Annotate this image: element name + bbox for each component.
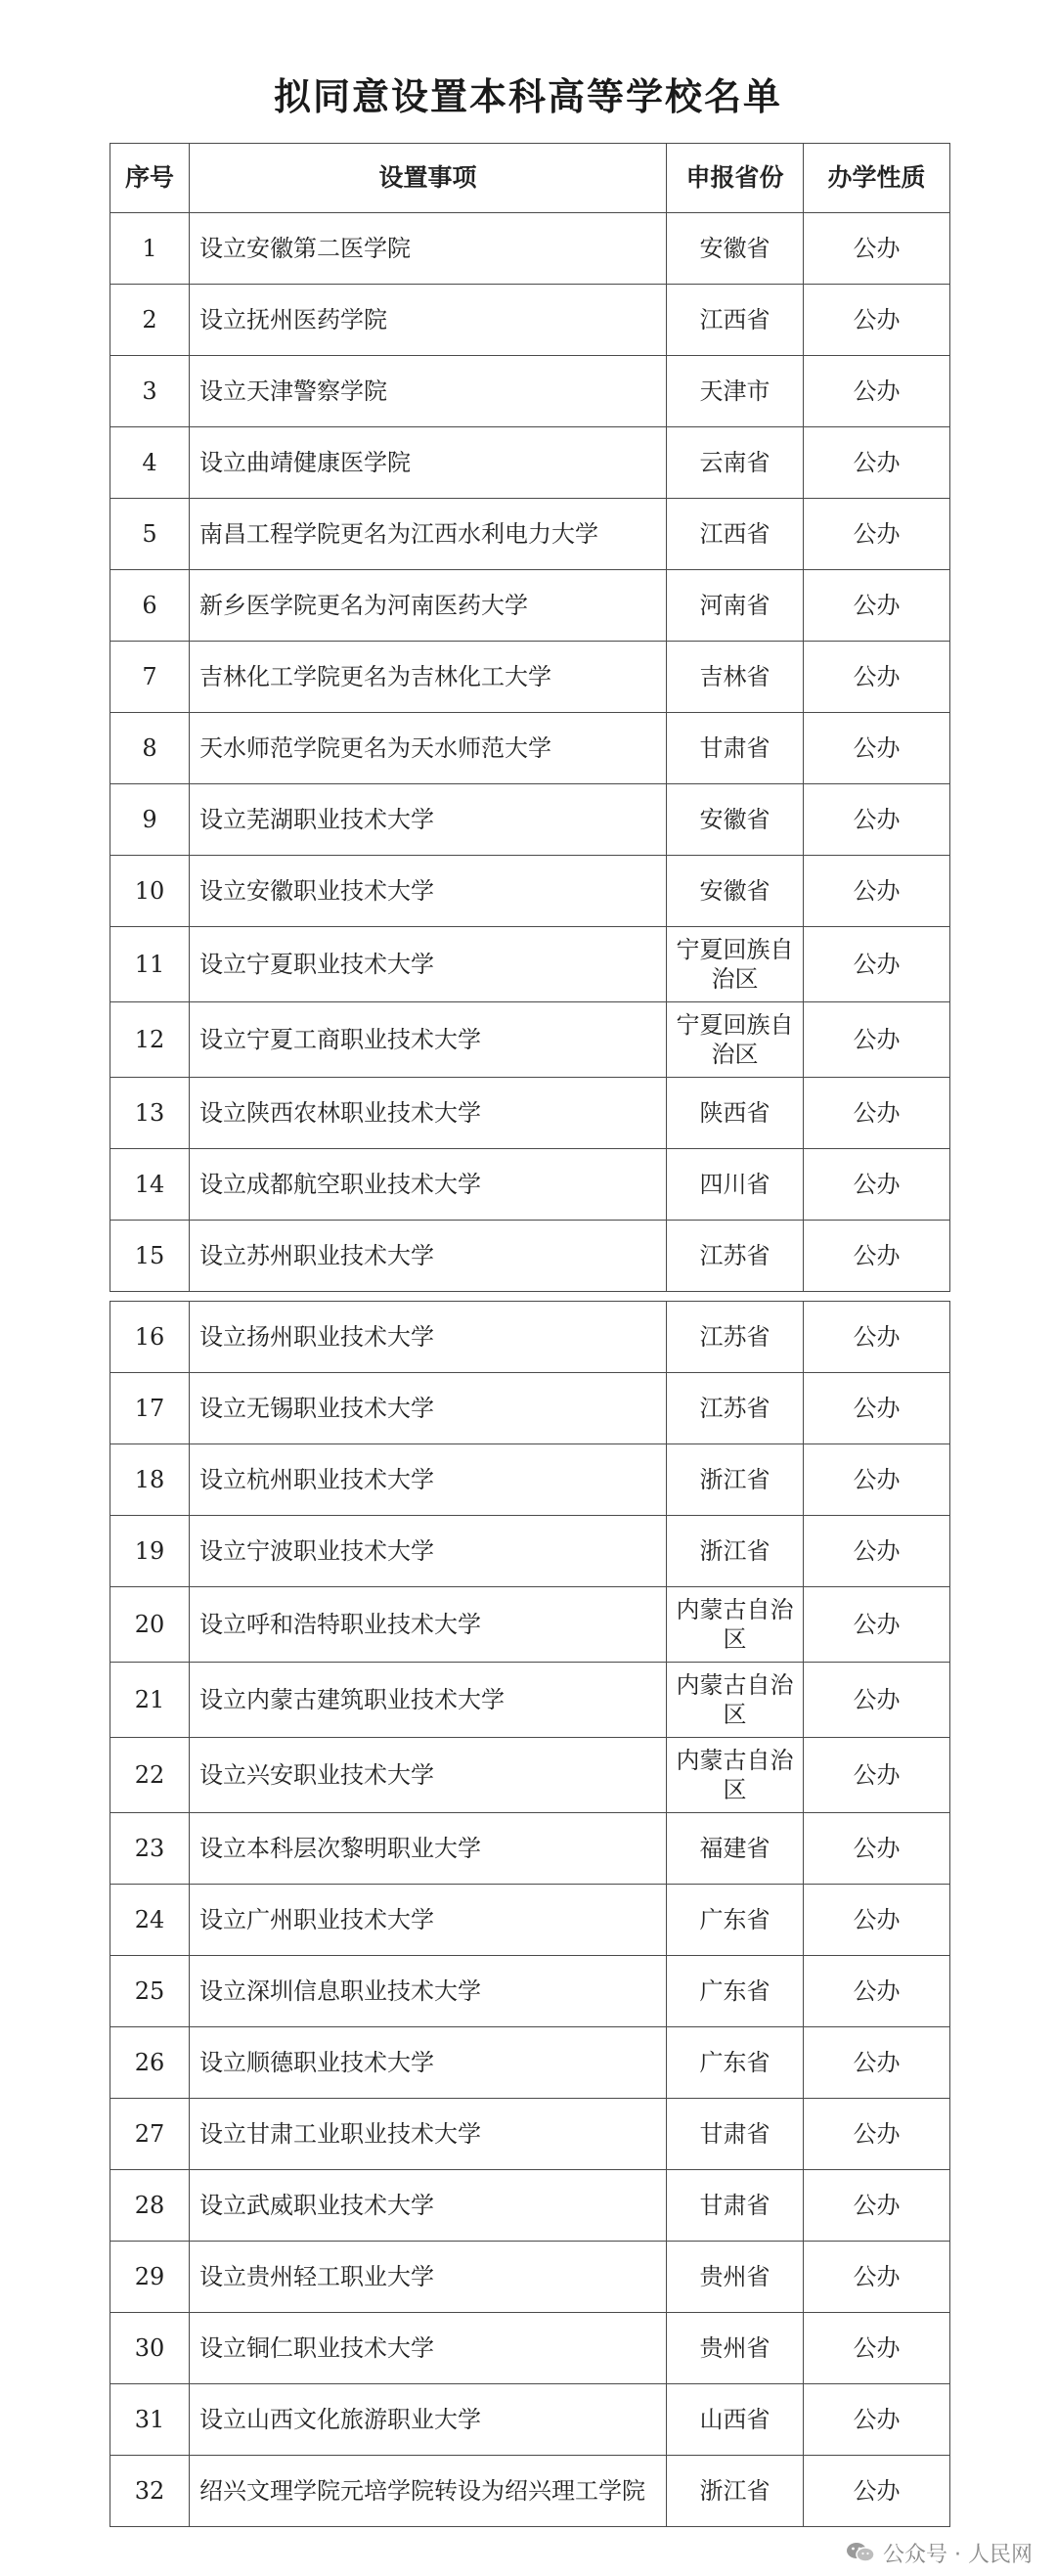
table-row <box>110 1587 950 1663</box>
cell-province: 江苏省 <box>667 1302 804 1373</box>
cell-province: 陕西省 <box>667 1078 804 1149</box>
cell-province: 宁夏回族自治区 <box>667 1002 804 1078</box>
cell-type: 公办 <box>804 1302 950 1373</box>
cell-item: 设立陕西农林职业技术大学 <box>190 1078 667 1149</box>
cell-province: 广东省 <box>667 1956 804 2027</box>
cell-type: 公办 <box>804 570 950 642</box>
cell-province: 贵州省 <box>667 2242 804 2313</box>
cell-item: 设立抚州医药学院 <box>190 285 667 356</box>
cell-type: 公办 <box>804 2242 950 2313</box>
cell-no: 6 <box>110 570 190 642</box>
cell-no: 11 <box>110 927 190 1002</box>
cell-item: 设立甘肃工业职业技术大学 <box>190 2099 667 2170</box>
header-no: 序号 <box>110 144 190 213</box>
cell-type: 公办 <box>804 2170 950 2242</box>
cell-type: 公办 <box>804 1663 950 1738</box>
cell-no: 4 <box>110 427 190 499</box>
table-row <box>110 1002 950 1078</box>
table-row <box>110 1516 950 1587</box>
cell-item: 设立广州职业技术大学 <box>190 1885 667 1956</box>
cell-type: 公办 <box>804 2456 950 2527</box>
school-list-table-part-1 <box>110 143 950 1292</box>
cell-no: 31 <box>110 2384 190 2456</box>
cell-no: 17 <box>110 1373 190 1444</box>
table-row <box>110 856 950 927</box>
cell-no: 21 <box>110 1663 190 1738</box>
cell-item: 设立扬州职业技术大学 <box>190 1302 667 1373</box>
watermark <box>846 2538 1033 2567</box>
cell-item: 天水师范学院更名为天水师范大学 <box>190 713 667 784</box>
cell-item: 设立宁波职业技术大学 <box>190 1516 667 1587</box>
cell-item: 设立兴安职业技术大学 <box>190 1738 667 1813</box>
cell-no: 26 <box>110 2027 190 2099</box>
cell-type: 公办 <box>804 356 950 427</box>
table-row <box>110 427 950 499</box>
table-row <box>110 356 950 427</box>
table-row <box>110 285 950 356</box>
cell-item: 设立宁夏职业技术大学 <box>190 927 667 1002</box>
cell-item: 设立曲靖健康医学院 <box>190 427 667 499</box>
cell-item: 吉林化工学院更名为吉林化工大学 <box>190 642 667 713</box>
table-row <box>110 1149 950 1221</box>
table-row <box>110 213 950 285</box>
cell-no: 15 <box>110 1221 190 1292</box>
cell-no: 7 <box>110 642 190 713</box>
cell-no: 25 <box>110 1956 190 2027</box>
table-row <box>110 1302 950 1373</box>
cell-type: 公办 <box>804 1373 950 1444</box>
cell-item: 设立苏州职业技术大学 <box>190 1221 667 1292</box>
table-row <box>110 570 950 642</box>
cell-type: 公办 <box>804 285 950 356</box>
header-item: 设置事项 <box>190 144 667 213</box>
table-row <box>110 1373 950 1444</box>
cell-item: 设立深圳信息职业技术大学 <box>190 1956 667 2027</box>
cell-province: 江苏省 <box>667 1221 804 1292</box>
cell-item: 设立宁夏工商职业技术大学 <box>190 1002 667 1078</box>
table-row <box>110 713 950 784</box>
cell-province: 甘肃省 <box>667 713 804 784</box>
cell-item: 设立杭州职业技术大学 <box>190 1444 667 1516</box>
cell-no: 19 <box>110 1516 190 1587</box>
cell-province: 内蒙古自治区 <box>667 1663 804 1738</box>
cell-no: 27 <box>110 2099 190 2170</box>
cell-province: 四川省 <box>667 1149 804 1221</box>
cell-item: 南昌工程学院更名为江西水利电力大学 <box>190 499 667 570</box>
cell-no: 13 <box>110 1078 190 1149</box>
table-row <box>110 784 950 856</box>
cell-item: 设立内蒙古建筑职业技术大学 <box>190 1663 667 1738</box>
cell-item: 设立芜湖职业技术大学 <box>190 784 667 856</box>
cell-no: 20 <box>110 1587 190 1663</box>
cell-province: 江苏省 <box>667 1373 804 1444</box>
cell-province: 天津市 <box>667 356 804 427</box>
cell-type: 公办 <box>804 2313 950 2384</box>
cell-item: 设立呼和浩特职业技术大学 <box>190 1587 667 1663</box>
cell-item: 设立无锡职业技术大学 <box>190 1373 667 1444</box>
page-title: 拟同意设置本科高等学校名单 <box>273 75 782 118</box>
cell-no: 18 <box>110 1444 190 1516</box>
cell-no: 22 <box>110 1738 190 1813</box>
cell-no: 9 <box>110 784 190 856</box>
table-row <box>110 927 950 1002</box>
cell-type: 公办 <box>804 213 950 285</box>
wechat-icon <box>846 2541 875 2564</box>
cell-province: 甘肃省 <box>667 2170 804 2242</box>
cell-no: 3 <box>110 356 190 427</box>
cell-province: 贵州省 <box>667 2313 804 2384</box>
cell-item: 绍兴文理学院元培学院转设为绍兴理工学院 <box>190 2456 667 2527</box>
cell-province: 宁夏回族自治区 <box>667 927 804 1002</box>
cell-type: 公办 <box>804 1516 950 1587</box>
table-row <box>110 2384 950 2456</box>
cell-province: 浙江省 <box>667 1516 804 1587</box>
cell-item: 设立天津警察学院 <box>190 356 667 427</box>
cell-type: 公办 <box>804 1149 950 1221</box>
cell-no: 28 <box>110 2170 190 2242</box>
cell-province: 山西省 <box>667 2384 804 2456</box>
cell-item: 设立安徽第二医学院 <box>190 213 667 285</box>
cell-type: 公办 <box>804 2027 950 2099</box>
cell-type: 公办 <box>804 1813 950 1885</box>
cell-no: 8 <box>110 713 190 784</box>
cell-type: 公办 <box>804 2099 950 2170</box>
table-row <box>110 2170 950 2242</box>
cell-item: 设立贵州轻工职业大学 <box>190 2242 667 2313</box>
cell-province: 安徽省 <box>667 213 804 285</box>
table-row <box>110 1663 950 1738</box>
cell-no: 24 <box>110 1885 190 1956</box>
cell-no: 2 <box>110 285 190 356</box>
cell-no: 23 <box>110 1813 190 1885</box>
cell-province: 浙江省 <box>667 2456 804 2527</box>
cell-no: 5 <box>110 499 190 570</box>
cell-no: 29 <box>110 2242 190 2313</box>
table-row <box>110 1221 950 1292</box>
cell-item: 设立铜仁职业技术大学 <box>190 2313 667 2384</box>
cell-type: 公办 <box>804 1444 950 1516</box>
table-row <box>110 1444 950 1516</box>
cell-type: 公办 <box>804 499 950 570</box>
cell-type: 公办 <box>804 1221 950 1292</box>
table-row <box>110 2313 950 2384</box>
table-header-row <box>110 144 950 213</box>
table-row <box>110 2027 950 2099</box>
cell-type: 公办 <box>804 856 950 927</box>
cell-province: 吉林省 <box>667 642 804 713</box>
cell-province: 安徽省 <box>667 784 804 856</box>
cell-no: 32 <box>110 2456 190 2527</box>
cell-no: 12 <box>110 1002 190 1078</box>
cell-type: 公办 <box>804 713 950 784</box>
cell-type: 公办 <box>804 927 950 1002</box>
watermark-text: 公众号 · 人民网 <box>883 2542 1033 2567</box>
cell-province: 江西省 <box>667 285 804 356</box>
cell-type: 公办 <box>804 427 950 499</box>
cell-item: 设立山西文化旅游职业大学 <box>190 2384 667 2456</box>
cell-no: 14 <box>110 1149 190 1221</box>
cell-province: 安徽省 <box>667 856 804 927</box>
cell-type: 公办 <box>804 642 950 713</box>
table-row <box>110 1078 950 1149</box>
table-row <box>110 1885 950 1956</box>
table-row <box>110 1738 950 1813</box>
cell-province: 浙江省 <box>667 1444 804 1516</box>
cell-item: 设立安徽职业技术大学 <box>190 856 667 927</box>
cell-type: 公办 <box>804 1587 950 1663</box>
cell-no: 10 <box>110 856 190 927</box>
cell-province: 内蒙古自治区 <box>667 1587 804 1663</box>
cell-province: 广东省 <box>667 1885 804 1956</box>
table-row <box>110 1813 950 1885</box>
cell-type: 公办 <box>804 1078 950 1149</box>
table-row <box>110 2099 950 2170</box>
table-row <box>110 2456 950 2527</box>
cell-type: 公办 <box>804 1738 950 1813</box>
cell-province: 云南省 <box>667 427 804 499</box>
cell-type: 公办 <box>804 1885 950 1956</box>
cell-type: 公办 <box>804 1002 950 1078</box>
header-province: 申报省份 <box>667 144 804 213</box>
cell-province: 内蒙古自治区 <box>667 1738 804 1813</box>
cell-province: 河南省 <box>667 570 804 642</box>
cell-no: 1 <box>110 213 190 285</box>
table-row <box>110 642 950 713</box>
cell-province: 福建省 <box>667 1813 804 1885</box>
cell-no: 16 <box>110 1302 190 1373</box>
cell-province: 甘肃省 <box>667 2099 804 2170</box>
table-row <box>110 2242 950 2313</box>
cell-item: 设立成都航空职业技术大学 <box>190 1149 667 1221</box>
header-type: 办学性质 <box>804 144 950 213</box>
cell-province: 江西省 <box>667 499 804 570</box>
cell-type: 公办 <box>804 1956 950 2027</box>
cell-item: 设立顺德职业技术大学 <box>190 2027 667 2099</box>
cell-type: 公办 <box>804 784 950 856</box>
cell-no: 30 <box>110 2313 190 2384</box>
table-row <box>110 499 950 570</box>
table-row <box>110 1956 950 2027</box>
cell-item: 设立武威职业技术大学 <box>190 2170 667 2242</box>
cell-item: 新乡医学院更名为河南医药大学 <box>190 570 667 642</box>
cell-type: 公办 <box>804 2384 950 2456</box>
cell-item: 设立本科层次黎明职业大学 <box>190 1813 667 1885</box>
cell-province: 广东省 <box>667 2027 804 2099</box>
school-list-table-part-2 <box>110 1301 950 2527</box>
